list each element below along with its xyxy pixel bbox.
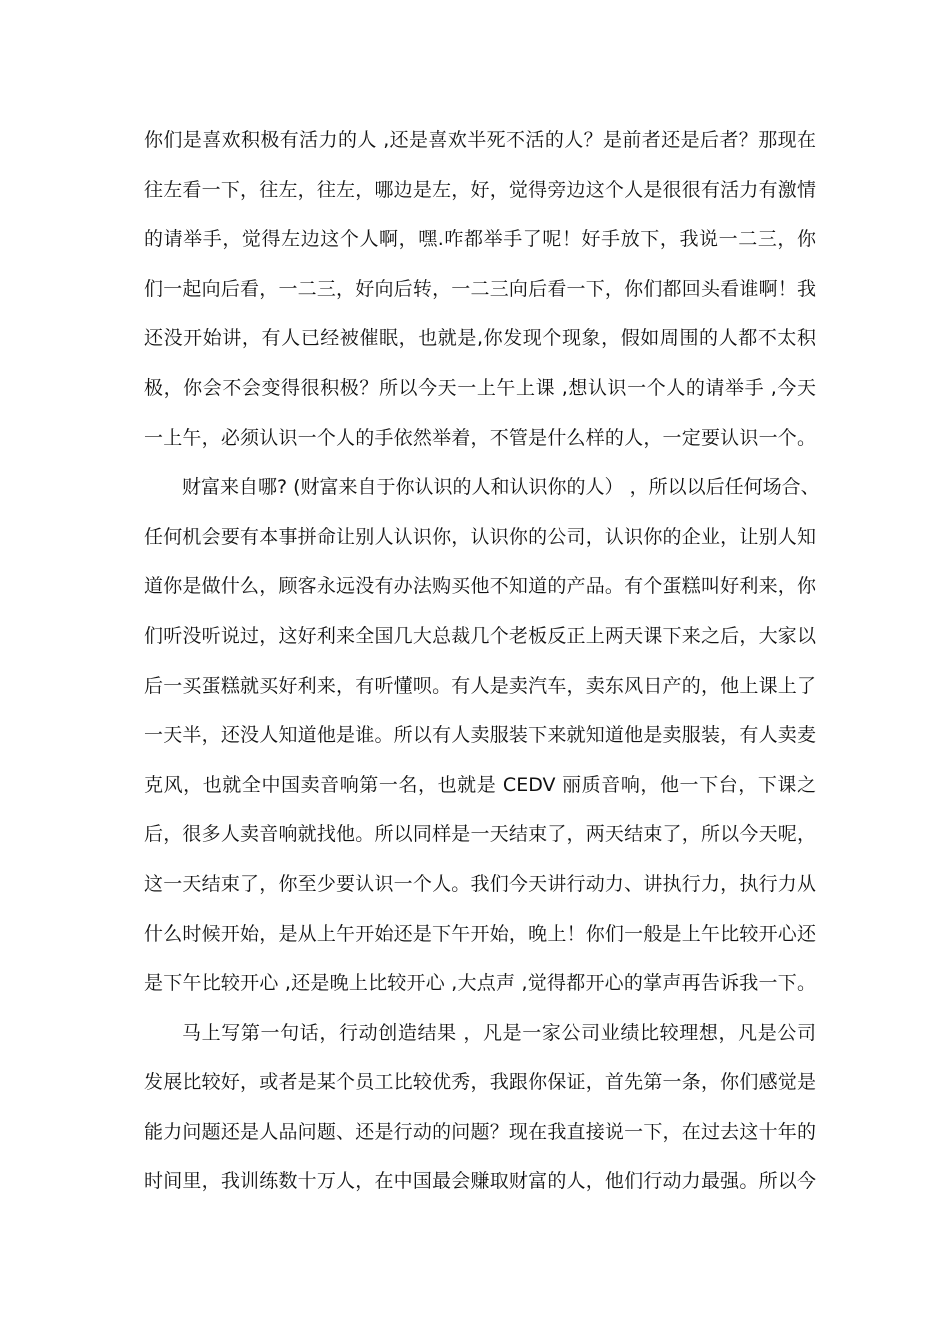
document-body xyxy=(144,116,820,1207)
paragraph-1-line-2: 往左看一下，往左，往左，哪边是左，好，觉得旁边这个人是很很有活力有激情 xyxy=(144,178,816,201)
paragraph-3-line-1: 马上写第一句话，行动创造结果 ，凡是一家公司业绩比较理想，凡是公司 xyxy=(182,1021,816,1044)
paragraph-2-line-9: 这一天结束了，你至少要认识一个人。我们今天讲行动力、讲执行力，执行力从 xyxy=(144,872,816,895)
paragraph-2-line-1: 财富来自哪? (财富来自于你认识的人和认识你的人） ，所以以后任何场合、 xyxy=(182,476,820,499)
paragraph-2-line-5: 后一买蛋糕就买好利来，有听懂呗。有人是卖汽车，卖东风日产的，他上课上了 xyxy=(144,674,816,697)
paragraph-2-line-7: 克风，也就全中国卖音响第一名，也就是 CEDV 丽质音响，他一下台，下课之 xyxy=(144,773,816,796)
paragraph-1-line-1: 你们是喜欢积极有活力的人 ,还是喜欢半死不活的人？是前者还是后者？那现在 xyxy=(144,129,816,151)
paragraph-2-line-10: 什么时候开始，是从上午开始还是下午开始，晚上！你们一般是上午比较开心还 xyxy=(144,922,816,945)
paragraph-3-line-2: 发展比较好，或者是某个员工比较优秀，我跟你保证，首先第一条，你们感觉是 xyxy=(144,1071,816,1094)
paragraph-2-line-3: 道你是做什么，顾客永远没有办法购买他不知道的产品。有个蛋糕叫好利来，你 xyxy=(144,575,816,598)
paragraph-1-line-6: 极，你会不会变得很积极？所以今天一上午上课 ,想认识一个人的请举手 ,今天 xyxy=(144,376,816,399)
paragraph-2-line-8: 后，很多人卖音响就找他。所以同样是一天结束了，两天结束了，所以今天呢， xyxy=(144,823,816,846)
paragraph-1-line-7: 一上午，必须认识一个人的手依然举着，不管是什么样的人，一定要认识一个。 xyxy=(144,426,816,449)
paragraph-3-line-4: 时间里，我训练数十万人，在中国最会赚取财富的人，他们行动力最强。所以今 xyxy=(144,1170,816,1193)
paragraph-2-line-2: 任何机会要有本事拼命让别人认识你，认识你的公司，认识你的企业，让别人知 xyxy=(144,525,816,548)
paragraph-2-line-4: 们听没听说过，这好利来全国几大总裁几个老板反正上两天课下来之后，大家以 xyxy=(144,624,816,647)
paragraph-3-line-3: 能力问题还是人品问题、还是行动的问题？现在我直接说一下，在过去这十年的 xyxy=(144,1120,816,1143)
paragraph-2-line-6: 一天半，还没人知道他是谁。所以有人卖服装下来就知道他是卖服装，有人卖麦 xyxy=(144,724,816,747)
paragraph-2-line-11: 是下午比较开心 ,还是晚上比较开心 ,大点声 ,觉得都开心的掌声再告诉我一下。 xyxy=(144,972,816,995)
paragraph-1-line-4: 们一起向后看，一二三，好向后转，一二三向后看一下，你们都回头看谁啊！我 xyxy=(144,277,816,300)
paragraph-1-line-3: 的请举手，觉得左边这个人啊，嘿.咋都举手了呢！好手放下，我说一二三，你 xyxy=(144,228,816,251)
paragraph-1-line-5: 还没开始讲，有人已经被催眠，也就是,你发现个现象，假如周围的人都不太积 xyxy=(144,327,816,350)
